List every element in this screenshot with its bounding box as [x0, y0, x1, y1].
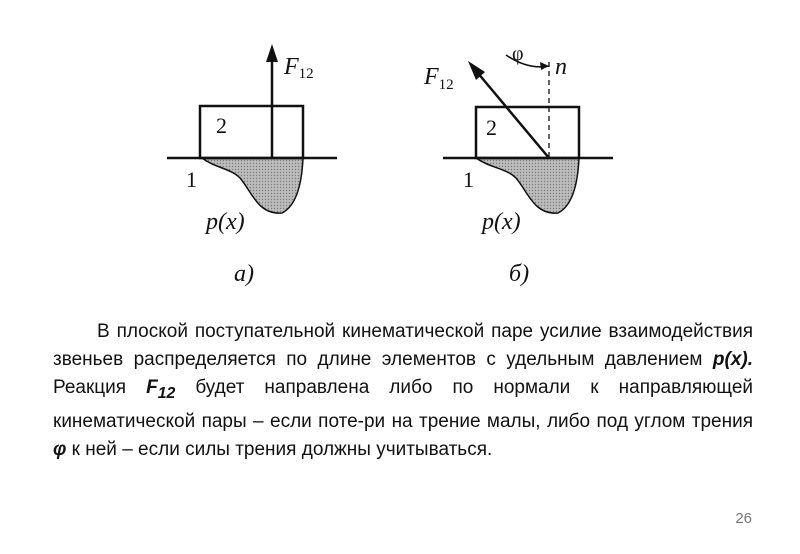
ground-label-b: 1: [463, 167, 474, 192]
text-part-1: В плоской поступательной кинематической паре усилие взаимодействия звеньев распределяется по длине элементов с удельным давлением: [53, 321, 753, 370]
normal-label-n: n: [555, 54, 567, 80]
pressure-term: p(x).: [712, 349, 753, 370]
ground-label-a: 1: [186, 167, 197, 192]
text-part-2: Реакция: [53, 377, 147, 398]
text-part-3: будет направлена либо по нормали к направляющей кинематической пары – если поте-ри на трение малы, либо под углом трения: [53, 377, 753, 432]
force-term: [146, 377, 176, 402]
caption-a: а): [234, 261, 254, 287]
friction-angle-term: φ: [53, 438, 67, 460]
force-term-symbol: F: [146, 377, 158, 398]
force-term-subscript: 12: [157, 384, 176, 402]
angle-arrowhead: [540, 62, 549, 70]
pressure-distribution-a: [202, 158, 303, 213]
caption-b: б): [509, 261, 530, 287]
figure-a: [167, 44, 337, 287]
pressure-distribution-b: [476, 158, 579, 213]
text-part-4: к ней – если силы трения должны учитываться.: [66, 438, 493, 460]
pressure-label-b: p(x): [482, 209, 521, 235]
block-label-a: 2: [216, 113, 227, 138]
page-number: 26: [735, 510, 752, 527]
force-label-a: F12: [284, 54, 314, 82]
force-arrowhead-a: [266, 44, 278, 62]
description-paragraph: [53, 318, 753, 464]
figure-b: [423, 43, 613, 287]
angle-label-phi: φ: [512, 43, 524, 65]
pressure-label-a: p(x): [206, 209, 245, 235]
force-label-b: $F_{12}$: [424, 64, 454, 93]
block-label-b: 2: [486, 115, 497, 140]
